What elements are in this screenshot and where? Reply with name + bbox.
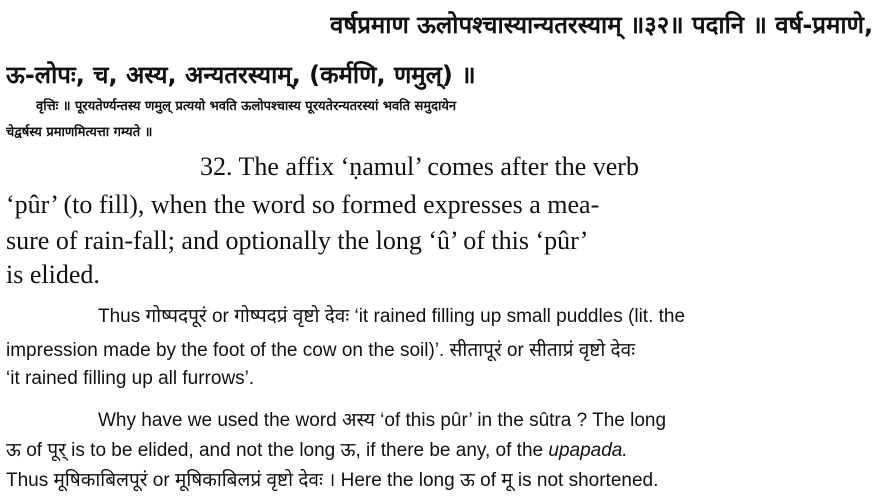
translation-line-4: is elided.	[6, 260, 100, 289]
translation-line-2: ‘pûr’ (to fill), when the word so formed expresses a mea-	[6, 190, 600, 219]
question-line-2	[6, 436, 876, 462]
example-line-3: ‘it rained filling up all furrows’.	[6, 368, 255, 389]
example-line-2: impression made by the foot of the cow on the soil)’. सीतापूरं or सीताप्रं वृष्टो देवः	[6, 340, 636, 361]
question-line-2-text: ऊ of पूर् is to be elided, and not the long ऊ, if there be any, of the	[6, 440, 549, 461]
sutra-heading: वर्षप्रमाण ऊलोपश्चास्यान्यतरस्याम् ॥३२॥ पदानि ॥ वर्ष-प्रमाणे,	[330, 11, 874, 39]
upapada-term: upapada.	[548, 440, 628, 461]
translation-line-1: 32. The affix ‘ṇamul’ comes after the verb	[200, 152, 639, 181]
translation-line-3: sure of rain-fall; and optionally the long ‘û’ of this ‘pûr’	[6, 226, 589, 255]
vritti-line-2: चेद्वर्षस्य प्रमाणमित्यत्ता गम्यते ॥	[6, 125, 153, 140]
vritti-line-1: वृत्तिः ॥ पूरयतेर्ण्यन्तस्य णमुल् प्रत्ययो भवति ऊलोपश्चास्य पूरयतेरन्यतरस्यां भवति समुदायेन	[36, 99, 457, 114]
example-line-1: Thus गोष्पदपूरं or गोष्पदप्रं वृष्टो देवः ‘it rained filling up small puddles (lit. the	[98, 306, 686, 327]
sutra-padani: ऊ-लोपः, च, अस्य, अन्यतरस्याम्, (कर्मणि, णमुल्) ॥	[6, 61, 476, 89]
question-line-3: Thus मूषिकाबिलपूरं or मूषिकाबिलप्रं वृष्टो देवः । Here the long ऊ of मू is not shortened.	[6, 470, 659, 491]
question-line-1: Why have we used the word अस्य ‘of this pûr’ in the sûtra ? The long	[98, 410, 667, 431]
